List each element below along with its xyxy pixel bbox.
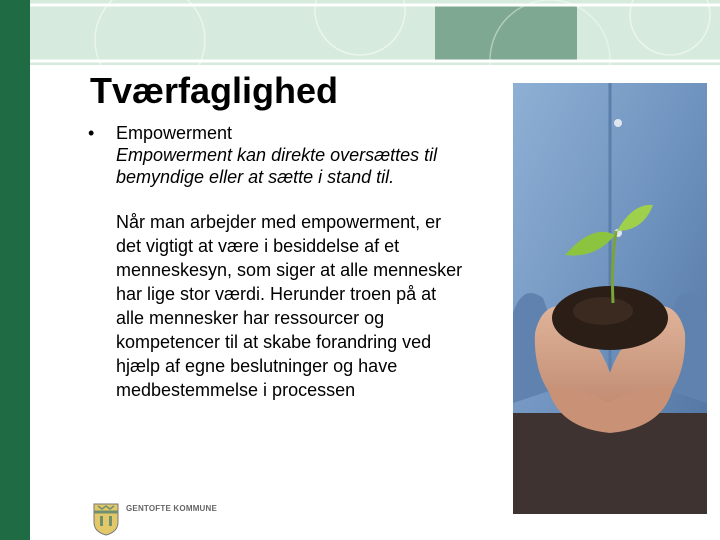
coat-of-arms-icon [92, 502, 120, 536]
bullet-label: Empowerment [116, 123, 233, 143]
header-band [30, 0, 720, 65]
logo-text: GENTOFTE KOMMUNE [126, 504, 218, 513]
municipality-logo [92, 502, 217, 536]
slide-title: Tværfaglighed [90, 70, 339, 111]
definition-text: Empowerment kan direkte oversættes til bemyndige eller at sætte i stand til. [116, 145, 438, 187]
body-text: Når man arbejder med empowerment, er det vigtigt at være i besiddelse af et menneskesyn, som siger at alle mennesker har lige stor værdi. Herunder troen på at alle mennesker har ressourcer og kompetencer til at skabe forandring ved hjælp af egne beslutninger og have medbestemmelse i processen [116, 212, 463, 400]
bullet-symbol: • [88, 123, 95, 143]
slide-content [88, 122, 468, 402]
seedling-photo [513, 83, 707, 514]
bullet-item [88, 122, 468, 144]
header-decoration [30, 0, 720, 65]
left-accent-bar [0, 0, 30, 540]
